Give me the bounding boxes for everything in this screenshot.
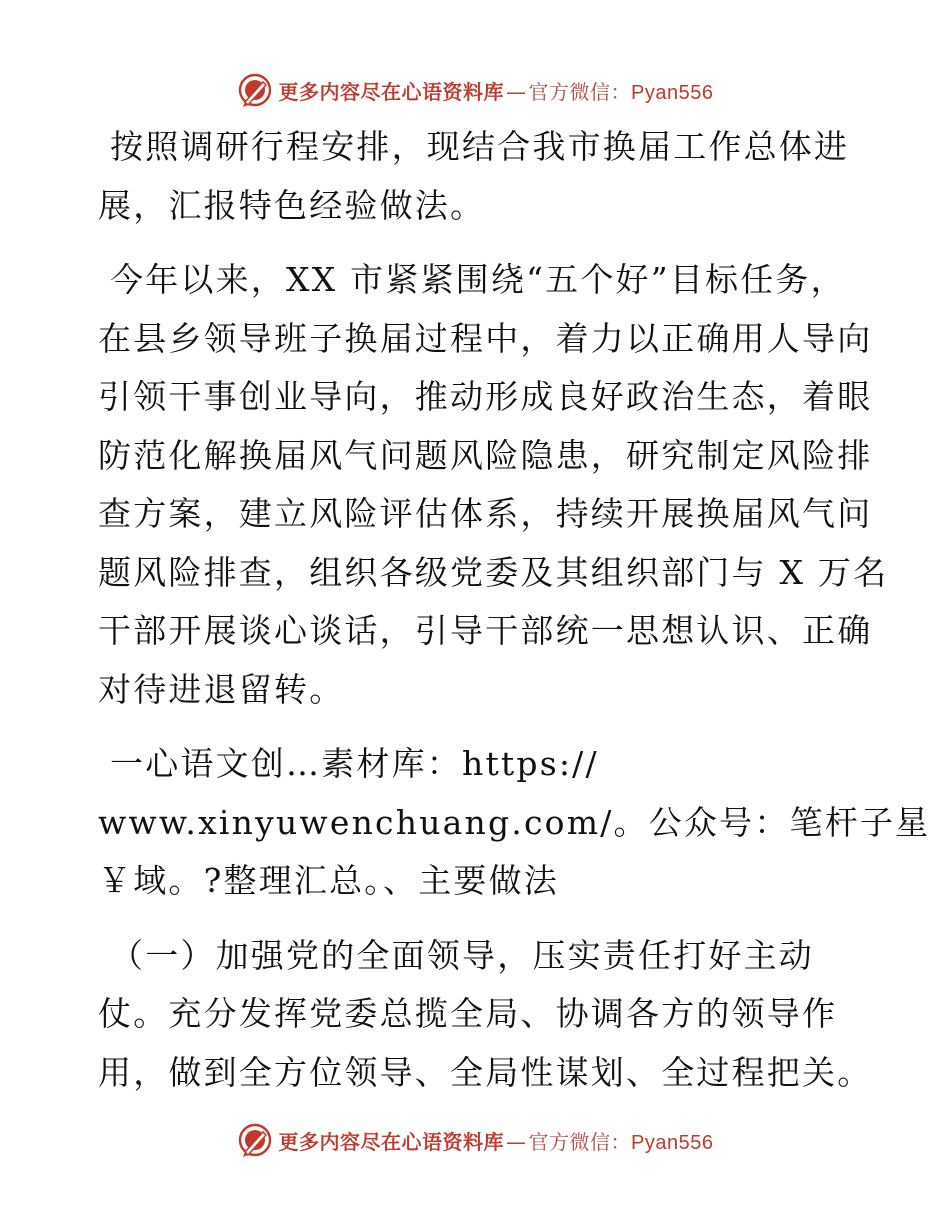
paragraph-line: 查方案，建立风险评估体系，持续开展换届风气问 <box>98 494 873 533</box>
footer-banner-dash: — <box>506 1129 527 1154</box>
header-banner-sub: 官方微信： <box>528 79 632 104</box>
paragraph-line: 今年以来，XX 市紧紧围绕“五个好”目标任务， <box>110 260 846 299</box>
header-banner-wechat: Pyan556 <box>631 81 714 104</box>
paragraph-line: 用，做到全方位领导、全局性谋划、全过程把关。 <box>98 1052 873 1092</box>
paragraph-line: 引领干事创业导向，推动形成良好政治生态，着眼 <box>98 377 873 416</box>
paragraph-2 <box>98 251 889 719</box>
paragraph-line: 按照调研行程安排，现结合我市换届工作总体进 <box>110 127 850 166</box>
paragraph-line: 展，汇报特色经验做法。 <box>98 185 486 225</box>
paragraph-line: （一）加强党的全面领导，压实责任打好主动 <box>110 935 814 975</box>
pen-logo-icon <box>237 1122 273 1158</box>
paragraph-line: 在县乡领导班子换届过程中，着力以正确用人导向 <box>98 318 873 358</box>
footer-banner-wechat: Pyan556 <box>631 1131 714 1154</box>
paragraph-line: www.xinyuwenchuang.com/。公众号：笔杆子星 <box>98 802 931 842</box>
paragraph-line: 仗。充分发挥党委总揽全局、协调各方的领导作 <box>98 994 838 1033</box>
paragraph-line: 题风险排查，组织各级党委及其组织部门与 X 万名 <box>98 552 889 592</box>
footer-banner <box>0 1118 950 1162</box>
footer-banner-title: 更多内容尽在心语资料库 <box>278 1129 505 1154</box>
footer-banner-sub: 官方微信： <box>528 1129 632 1154</box>
document-body <box>98 118 931 1102</box>
paragraph-line: ￥域。?整理汇总。、主要做法 <box>98 861 559 900</box>
paragraph-line: 干部开展谈心谈话，引导干部统一思想认识、正确 <box>98 611 873 650</box>
footer-banner-text <box>279 1126 714 1155</box>
paragraph-1 <box>98 118 858 235</box>
header-banner-dash: — <box>506 79 527 104</box>
paragraph-line: 一心语文创…素材库：https:// <box>110 744 599 783</box>
paragraph-line: 对待进退留转。 <box>98 669 345 709</box>
paragraph-4 <box>98 927 873 1103</box>
paragraph-3 <box>98 735 931 911</box>
pen-logo-icon <box>237 72 273 108</box>
header-banner <box>0 68 950 112</box>
header-banner-text <box>279 76 714 105</box>
header-banner-title: 更多内容尽在心语资料库 <box>278 79 505 104</box>
paragraph-line: 防范化解换届风气问题风险隐患，研究制定风险排 <box>98 435 873 475</box>
